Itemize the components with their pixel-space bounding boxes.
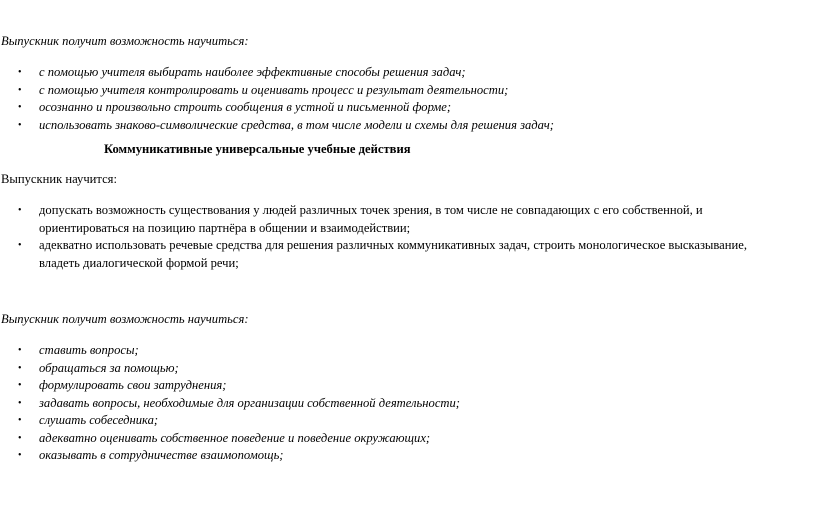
bullet-icon: • bbox=[18, 205, 22, 216]
list-item: • задавать вопросы, необходимые для организации собственной деятельности; bbox=[0, 395, 779, 413]
list-item: • слушать собеседника; bbox=[0, 412, 779, 430]
bullet-icon: • bbox=[18, 362, 22, 374]
bullet-icon: • bbox=[18, 67, 22, 78]
list-item: • с помощью учителя выбирать наиболее эффективные способы решения задач; bbox=[0, 64, 779, 82]
section3-intro: Выпускник получит возможность научиться: bbox=[1, 312, 249, 326]
list-item: • адекватно использовать речевые средства для решения различных коммуникативных задач, строить монологическое высказывание, владеть диалогической формой речи; bbox=[18, 238, 747, 270]
list-item: • допускать возможность существования у людей различных точек зрения, в том числе не совпадающих с его собственной, и ориентироваться на позицию партнёра в общении и взаимодействии; bbox=[18, 203, 703, 235]
list-item: • оказывать в сотрудничестве взаимопомощь; bbox=[0, 447, 779, 465]
list-item: • использовать знаково-символические средства, в том числе модели и схемы для решения задач; bbox=[0, 117, 779, 135]
list-item: • обращаться за помощью; bbox=[0, 360, 779, 378]
bullet-icon: • bbox=[18, 450, 22, 461]
list-item: • формулировать свои затруднения; bbox=[0, 377, 779, 395]
bullet-icon: • bbox=[18, 380, 22, 391]
section1-intro: Выпускник получит возможность научиться: bbox=[1, 34, 249, 48]
section2-intro: Выпускник научится: bbox=[1, 172, 117, 186]
section2-list bbox=[0, 202, 779, 272]
bullet-icon: • bbox=[18, 345, 22, 356]
section3-list bbox=[0, 342, 779, 465]
bullet-icon: • bbox=[18, 84, 22, 96]
bullet-icon: • bbox=[18, 119, 22, 131]
section1-list bbox=[0, 64, 779, 134]
bullet-icon: • bbox=[18, 102, 22, 113]
bullet-icon: • bbox=[18, 240, 22, 251]
list-item: • осознанно и произвольно строить сообщения в устной и письменной форме; bbox=[0, 99, 779, 117]
bullet-icon: • bbox=[18, 432, 22, 444]
bullet-icon: • bbox=[18, 415, 22, 426]
section-heading: Коммуникативные универсальные учебные действия bbox=[104, 142, 411, 156]
list-item: • адекватно оценивать собственное поведение и поведение окружающих; bbox=[0, 430, 779, 448]
list-item: • с помощью учителя контролировать и оценивать процесс и результат деятельности; bbox=[0, 82, 779, 100]
bullet-icon: • bbox=[18, 397, 22, 409]
list-item: • ставить вопросы; bbox=[0, 342, 779, 360]
